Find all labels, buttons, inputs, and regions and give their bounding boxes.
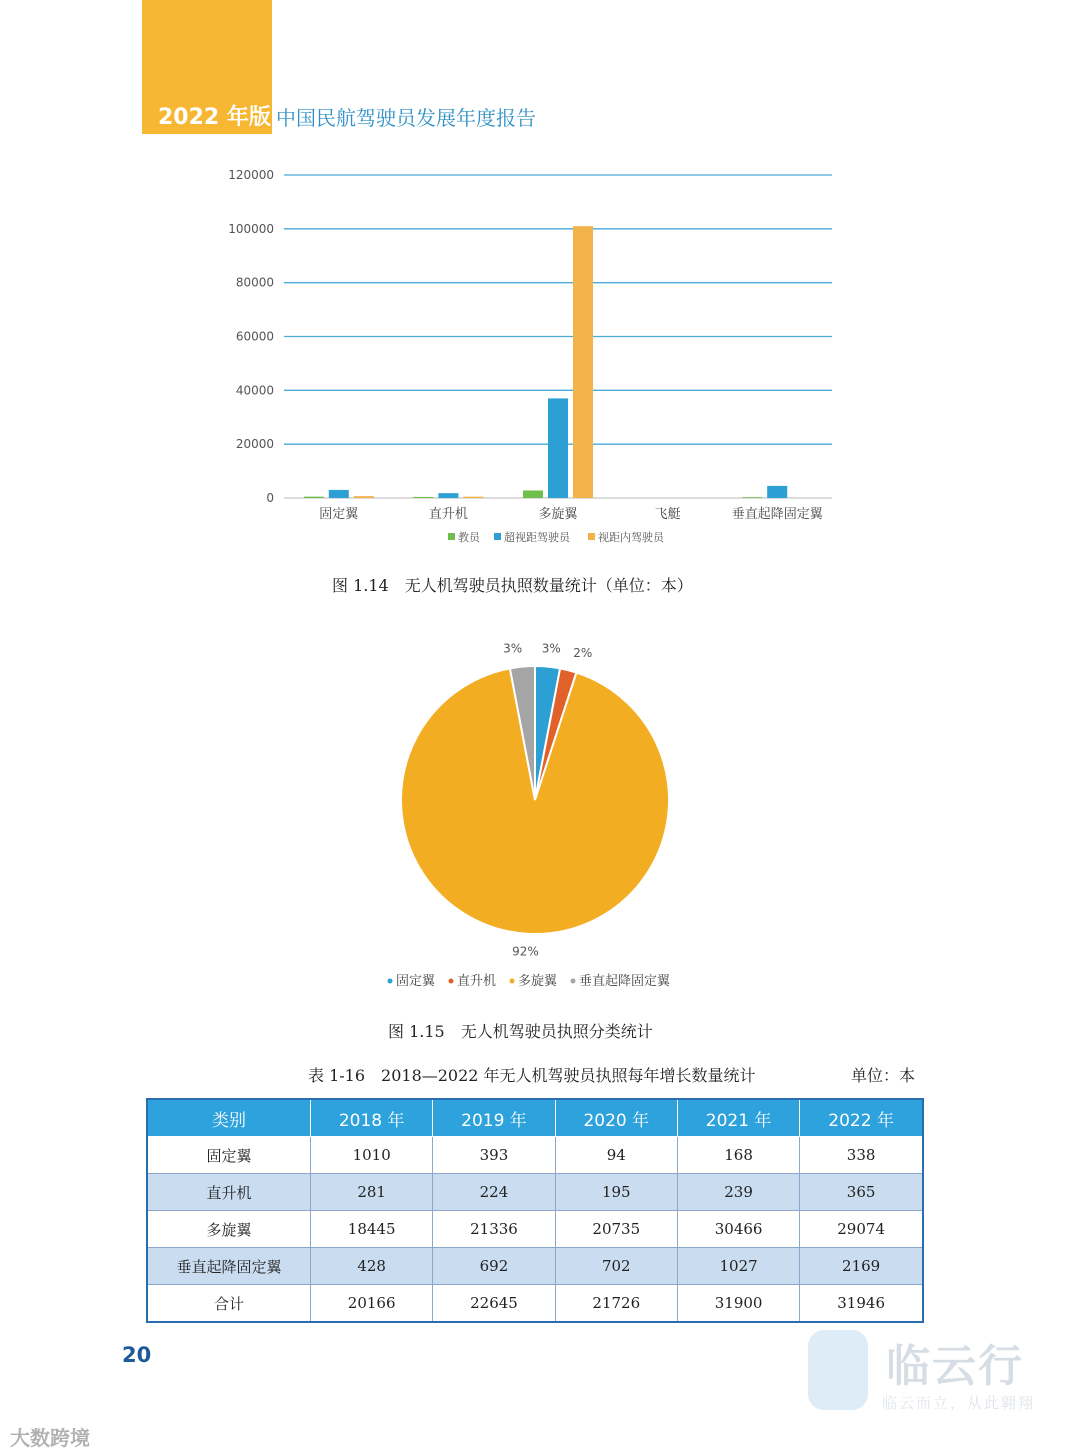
table-cell: 338	[800, 1137, 923, 1174]
table-row	[147, 1285, 923, 1323]
pie-data-label: 3%	[541, 641, 561, 656]
legend-swatch	[571, 979, 576, 984]
header-cell: 2020 年	[555, 1099, 677, 1137]
header-cell: 2022 年	[800, 1099, 923, 1137]
legend-label: 直升机	[457, 974, 497, 989]
page-number: 20	[122, 1343, 152, 1367]
table-row	[147, 1174, 923, 1211]
table-cell: 692	[433, 1248, 555, 1285]
legend-swatch	[510, 979, 515, 984]
bar-视距内驾驶员	[573, 226, 593, 498]
header-title: 中国民航驾驶员发展年度报告	[276, 106, 536, 130]
table-cell: 2169	[800, 1248, 923, 1285]
y-tick-label: 120000	[228, 168, 274, 182]
table-row	[147, 1137, 923, 1174]
bar-视距内驾驶员	[354, 496, 374, 498]
pie-data-label: 2%	[573, 645, 593, 660]
x-tick-label: 飞艇	[654, 507, 681, 522]
y-tick-label: 20000	[235, 437, 274, 452]
x-tick-label: 固定翼	[319, 507, 359, 522]
bar-chart-caption: 图 1.14 无人机驾驶员执照数量统计（单位：本）	[332, 576, 693, 595]
x-tick-label: 垂直起降固定翼	[731, 507, 823, 522]
table-cell: 168	[677, 1137, 799, 1174]
bar-chart	[220, 160, 860, 555]
table-cell: 31946	[800, 1285, 923, 1323]
y-tick-label: 80000	[235, 275, 274, 290]
header-year: 2022 年版	[158, 105, 271, 130]
x-tick-label: 多旋翼	[538, 507, 578, 522]
legend-label: 固定翼	[396, 974, 436, 989]
bar-教员	[742, 497, 762, 498]
license-growth-table	[146, 1098, 924, 1323]
y-tick-label: 60000	[235, 329, 274, 344]
y-tick-label: 40000	[235, 383, 274, 398]
bar-超视距驾驶员	[767, 486, 787, 498]
bar-教员	[523, 490, 543, 498]
y-tick-label: 100000	[228, 221, 274, 236]
legend-swatch	[449, 979, 454, 984]
bar-教员	[304, 497, 324, 498]
table-cell: 393	[433, 1137, 555, 1174]
watermark-brand: 临云行	[886, 1341, 1024, 1392]
table-cell: 281	[311, 1174, 433, 1211]
table-cell: 29074	[800, 1211, 923, 1248]
table-cell: 21726	[555, 1285, 677, 1323]
legend-swatch	[448, 533, 455, 540]
watermark-plane-logo-icon	[808, 1330, 868, 1410]
bar-超视距驾驶员	[329, 490, 349, 498]
table-cell: 31900	[677, 1285, 799, 1323]
table-cell: 365	[800, 1174, 923, 1211]
table-cell: 20735	[555, 1211, 677, 1248]
table-cell: 94	[555, 1137, 677, 1174]
x-tick-label: 直升机	[428, 507, 468, 522]
header-cell: 2021 年	[677, 1099, 799, 1137]
watermark-slogan: 临云而立，从此翱翔	[882, 1394, 1036, 1412]
legend-label: 教员	[458, 531, 480, 544]
row-label: 合计	[147, 1285, 311, 1323]
table-cell: 428	[311, 1248, 433, 1285]
table-cell: 20166	[311, 1285, 433, 1323]
bar-超视距驾驶员	[438, 493, 458, 498]
pie-data-label: 3%	[503, 641, 523, 656]
row-label: 多旋翼	[147, 1211, 311, 1248]
header-cell: 类别	[147, 1099, 311, 1137]
row-label: 固定翼	[147, 1137, 311, 1174]
legend-label: 视距内驾驶员	[598, 531, 664, 544]
header-cell: 2019 年	[433, 1099, 555, 1137]
y-tick-label: 0	[266, 491, 274, 505]
bar-视距内驾驶员	[463, 497, 483, 498]
legend-swatch	[388, 979, 393, 984]
legend-label: 多旋翼	[518, 974, 558, 989]
bar-教员	[413, 497, 433, 498]
pie-data-label: 92%	[512, 944, 539, 959]
table-row	[147, 1211, 923, 1248]
row-label: 垂直起降固定翼	[147, 1248, 311, 1285]
table-cell: 1027	[677, 1248, 799, 1285]
legend-label: 垂直起降固定翼	[579, 974, 671, 989]
table-cell: 18445	[311, 1211, 433, 1248]
legend-label: 超视距驾驶员	[504, 531, 570, 544]
header-cell: 2018 年	[311, 1099, 433, 1137]
pie-chart-caption: 图 1.15 无人机驾驶员执照分类统计	[388, 1022, 653, 1041]
table-unit: 单位：本	[851, 1066, 916, 1085]
table-caption: 表 1-16 2018—2022 年无人机驾驶员执照每年增长数量统计	[308, 1066, 756, 1085]
table-cell: 702	[555, 1248, 677, 1285]
table-cell: 30466	[677, 1211, 799, 1248]
table-cell: 195	[555, 1174, 677, 1211]
table-header-row	[147, 1099, 923, 1137]
table-row	[147, 1248, 923, 1285]
bar-超视距驾驶员	[548, 398, 568, 498]
pie-chart	[370, 630, 710, 1000]
row-label: 直升机	[147, 1174, 311, 1211]
table-cell: 21336	[433, 1211, 555, 1248]
table-cell: 224	[433, 1174, 555, 1211]
table-cell: 239	[677, 1174, 799, 1211]
legend-swatch	[494, 533, 501, 540]
watermark-left: 大数跨境	[10, 1426, 90, 1450]
legend-swatch	[588, 533, 595, 540]
table-cell: 22645	[433, 1285, 555, 1323]
table-cell: 1010	[311, 1137, 433, 1174]
